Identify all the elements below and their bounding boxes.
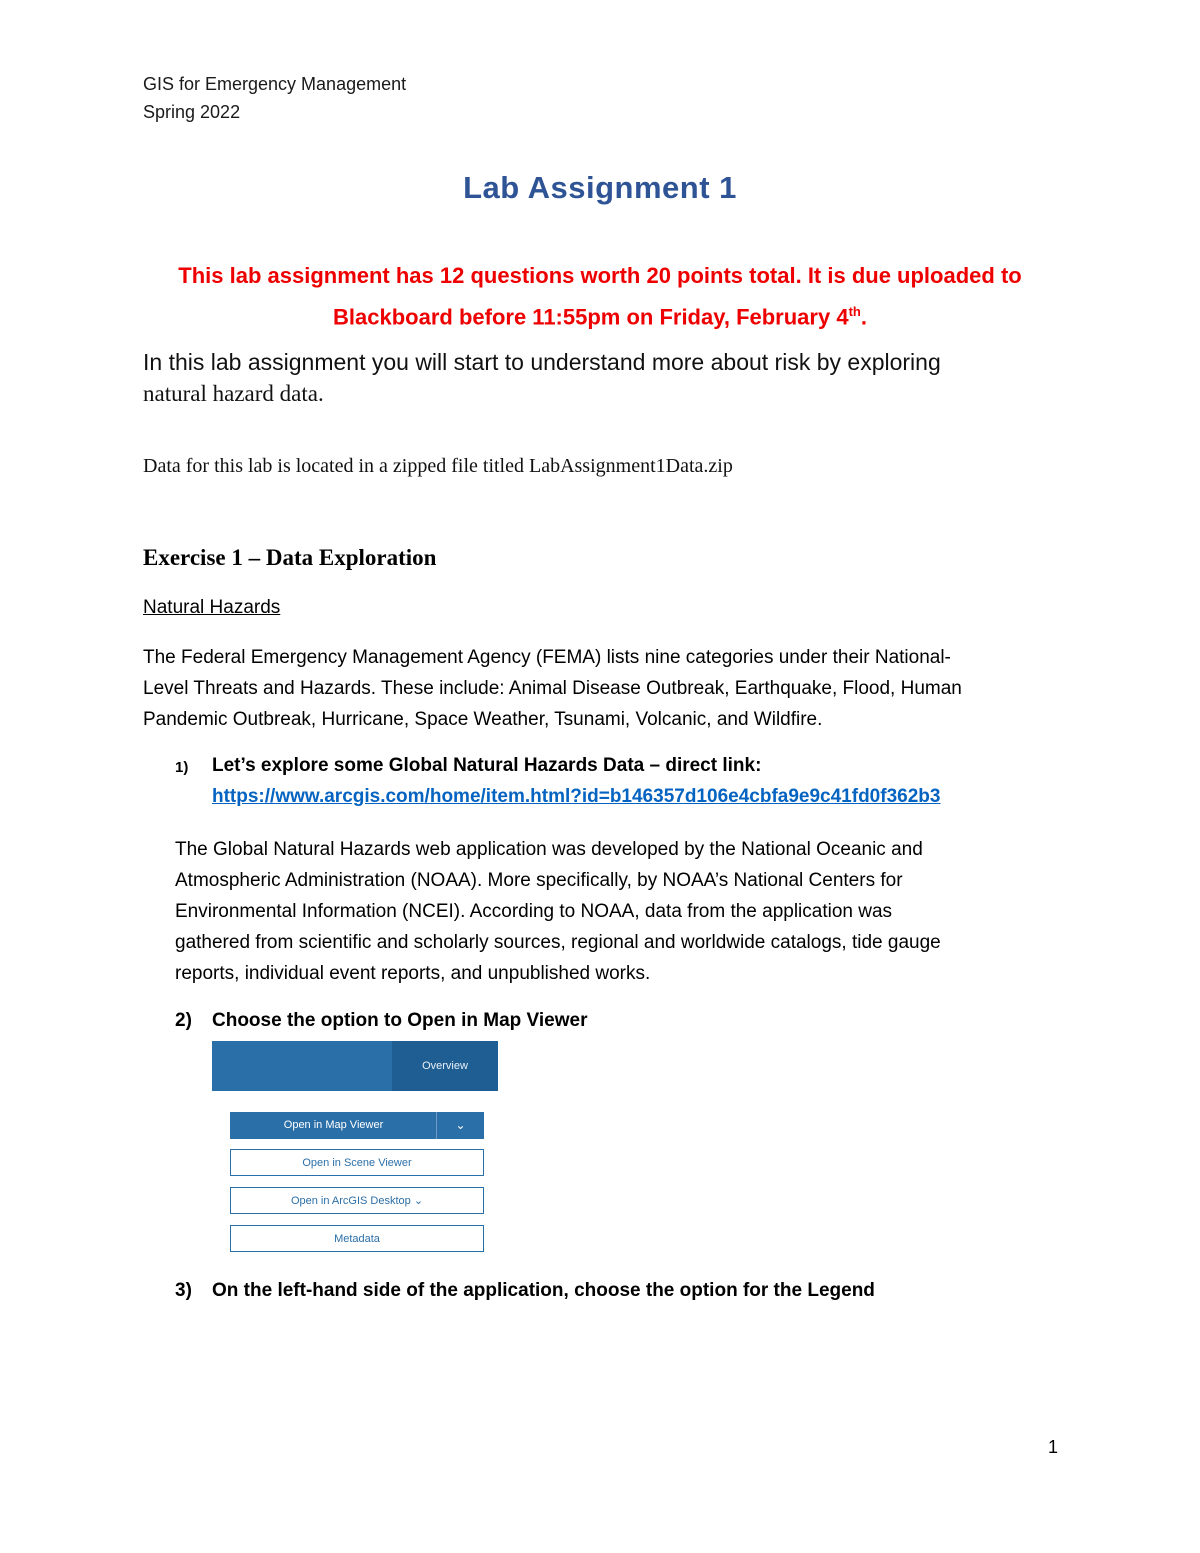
- due-notice-line2: Blackboard before 11:55pm on Friday, February 4th.: [333, 304, 867, 330]
- open-scene-viewer-button[interactable]: Open in Scene Viewer: [230, 1149, 484, 1176]
- due-notice: [130, 258, 1070, 335]
- intro-line1: In this lab assignment you will start to understand more about risk by exploring: [143, 349, 941, 375]
- step1-number: 1): [175, 759, 189, 776]
- step2-label: Choose the option to: [212, 1010, 408, 1031]
- step3-number: 3): [175, 1280, 192, 1301]
- chevron-down-icon[interactable]: ⌄: [436, 1112, 484, 1139]
- page-number: 1: [1048, 1437, 1059, 1457]
- noaa-line2: Atmospheric Administration (NOAA). More specifically, by NOAA’s National Centers for: [175, 870, 903, 891]
- step3-label: On the left-hand side of the application, choose the option for the: [212, 1280, 808, 1301]
- intro-paragraph: [143, 346, 1063, 410]
- due-notice-line1: This lab assignment has 12 questions worth 20 points total. It is due uploaded to: [178, 263, 1022, 288]
- step1-text: [212, 750, 1072, 812]
- exercise-heading: Exercise 1 – Data Exploration: [143, 545, 437, 570]
- header-course: GIS for Emergency Management: [143, 74, 407, 94]
- step2-text: [212, 1005, 1072, 1036]
- noaa-line1: The Global Natural Hazards web application was developed by the National Oceanic and: [175, 839, 923, 860]
- noaa-line5: reports, individual event reports, and unpublished works.: [175, 963, 651, 984]
- noaa-line4: gathered from scientific and scholarly sources, regional and worldwide catalogs, tide gauge: [175, 932, 941, 953]
- fema-paragraph: [143, 642, 1073, 735]
- tab-overview[interactable]: Overview: [392, 1041, 498, 1091]
- arcgis-header-bar: [212, 1041, 498, 1091]
- page-title: Lab Assignment 1: [463, 170, 737, 205]
- step1-label: Let’s explore some Global Natural Hazards Data – direct link:: [212, 755, 762, 776]
- header-term: Spring 2022: [143, 102, 241, 122]
- step3-bold: Legend: [807, 1280, 875, 1301]
- arcgis-link[interactable]: https://www.arcgis.com/home/item.html?id=b146357d106e4cbfa9e9c41fd0f362b3: [212, 786, 941, 807]
- open-map-viewer-button[interactable]: [230, 1112, 484, 1139]
- open-arcgis-desktop-button[interactable]: [230, 1187, 484, 1214]
- fema-line1: The Federal Emergency Management Agency (FEMA) lists nine categories under their National-: [143, 647, 951, 668]
- noaa-paragraph: [175, 834, 1070, 989]
- step2-bold: Open in Map Viewer: [407, 1010, 588, 1031]
- open-arcgis-desktop-label: Open in ArcGIS Desktop: [290, 1195, 411, 1207]
- data-location-text: Data for this lab is located in a zipped file titled LabAssignment1Data.zip: [143, 455, 733, 477]
- open-map-viewer-label[interactable]: Open in Map Viewer: [283, 1119, 384, 1131]
- fema-line3: Pandemic Outbreak, Hurricane, Space Weather, Tsunami, Volcanic, and Wildfire.: [143, 709, 823, 730]
- noaa-line3: Environmental Information (NCEI). According to NOAA, data from the application was: [175, 901, 893, 922]
- section-subheading: Natural Hazards: [143, 597, 281, 618]
- step3-text: [212, 1275, 1072, 1306]
- fema-line2: Level Threats and Hazards. These include: Animal Disease Outbreak, Earthquake, Flood, Human: [143, 678, 962, 699]
- step2-number: 2): [175, 1010, 192, 1031]
- chevron-down-icon: ⌄: [413, 1195, 424, 1207]
- metadata-button[interactable]: Metadata: [230, 1225, 484, 1252]
- intro-line2: natural hazard data.: [143, 381, 324, 406]
